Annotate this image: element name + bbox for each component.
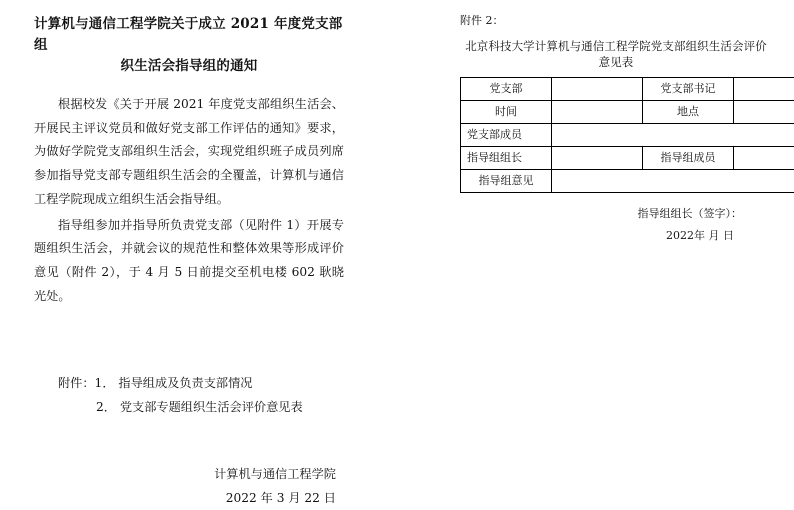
- cell-value-opinion[interactable]: [552, 170, 794, 193]
- cell-value-members[interactable]: [552, 124, 794, 147]
- signature-date: 2022 年 3 月 22 日: [34, 486, 336, 510]
- cell-label-group-members: 指导组成员: [643, 147, 734, 170]
- table-row: [461, 124, 794, 147]
- cell-label-group-leader: 指导组组长: [461, 147, 552, 170]
- signature-org: 计算机与通信工程学院: [34, 462, 336, 486]
- form-title: 北京科技大学计算机与通信工程学院党支部组织生活会评价意见表: [460, 38, 772, 70]
- cell-label-members: 党支部成员: [461, 124, 552, 147]
- notice-paragraph-1: 根据校发《关于开展 2021 年度党支部组织生活会、开展民主评议党员和做好党支部工作评估的通知》要求，为做好学院党支部组织生活会，实现党组织班子成员列席参加指导党支部专题组织生活会的全覆盖，计算机与通信工程学院现成立组织生活会指导组。: [34, 93, 344, 212]
- cell-value-place[interactable]: [734, 101, 794, 124]
- cell-value-branch[interactable]: [552, 78, 643, 101]
- title-line-1: 计算机与通信工程学院关于成立 2021 年度党支部组: [34, 14, 344, 56]
- table-row: [461, 170, 794, 193]
- cell-value-time[interactable]: [552, 101, 643, 124]
- evaluation-form-document: [460, 12, 772, 247]
- cell-label-place: 地点: [643, 101, 734, 124]
- notice-paragraph-2: 指导组参加并指导所负责党支部（见附件 1）开展专题组织生活会，并就会议的规范性和整体效果等形成评价意见（附件 2），于 4 月 5 日前提交至机电楼 602 耿晓光处。: [34, 214, 344, 309]
- signature-block: [34, 462, 344, 510]
- evaluation-form-table: [460, 77, 794, 193]
- notice-document: [34, 14, 344, 510]
- title-line-2: 织生活会指导组的通知: [34, 56, 344, 77]
- cell-label-time: 时间: [461, 101, 552, 124]
- table-row: [461, 147, 794, 170]
- cell-label-opinion: 指导组意见: [461, 170, 552, 193]
- attachment-item-1: 附件：1． 指导组成及负责支部情况: [34, 371, 344, 395]
- table-row: [461, 78, 794, 101]
- table-row: [461, 101, 794, 124]
- form-signature-date: 2022年 月 日: [460, 225, 742, 247]
- page-title: [34, 14, 344, 77]
- attachment-list: [34, 371, 344, 420]
- form-signature-label: 指导组组长（签字）：: [460, 203, 742, 225]
- attachment-tag: 附件 2：: [460, 12, 772, 28]
- attachment-item-2: 2． 党支部专题组织生活会评价意见表: [34, 395, 344, 419]
- cell-value-secretary[interactable]: [734, 78, 794, 101]
- form-signature-block: [460, 203, 772, 247]
- cell-label-secretary: 党支部书记: [643, 78, 734, 101]
- cell-value-group-leader[interactable]: [552, 147, 643, 170]
- cell-value-group-members[interactable]: [734, 147, 794, 170]
- cell-label-branch: 党支部: [461, 78, 552, 101]
